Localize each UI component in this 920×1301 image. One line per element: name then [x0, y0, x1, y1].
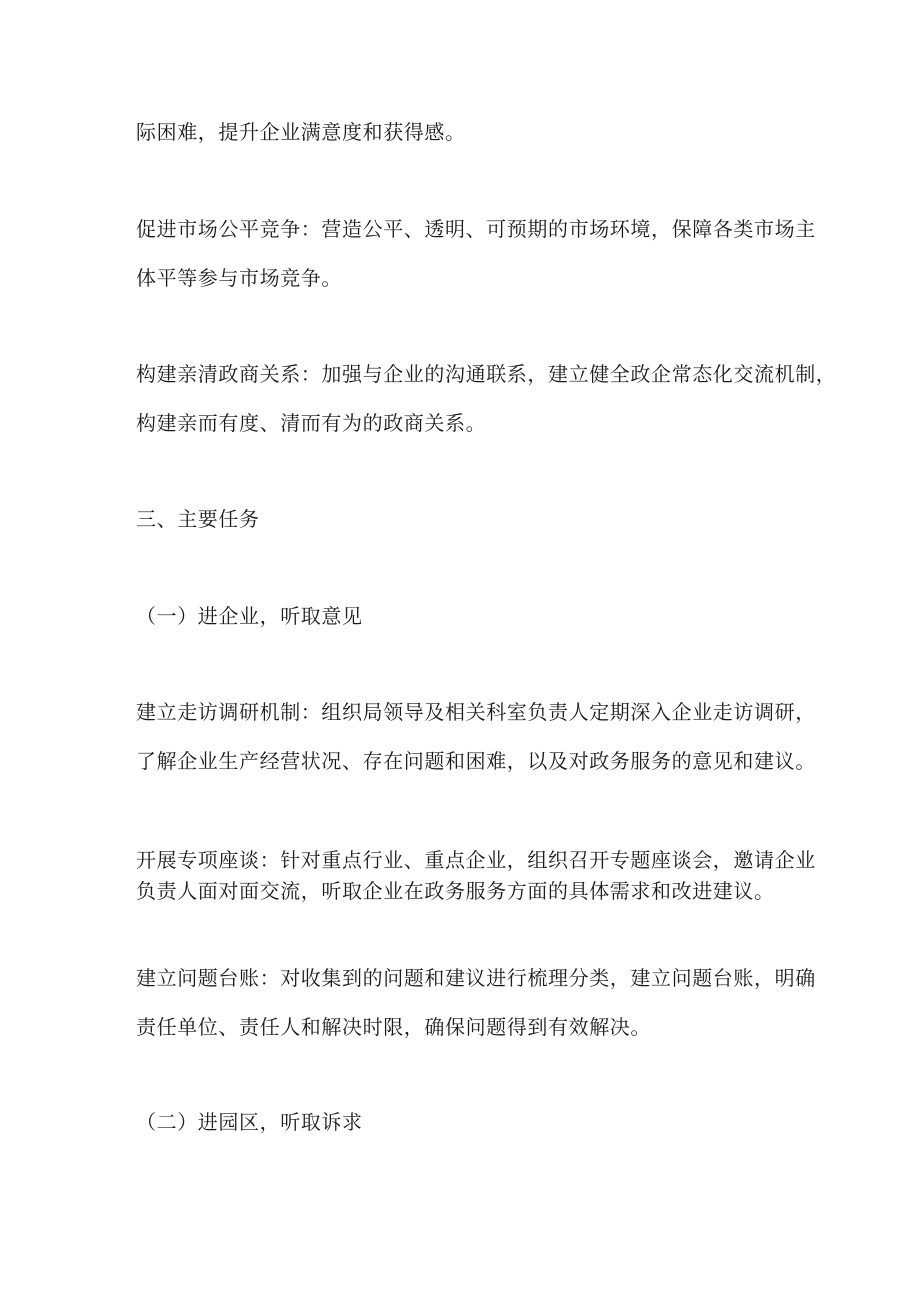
paragraph-3-line-1: 构建亲清政商关系：加强与企业的沟通联系，建立健全政企常态化交流机制， — [136, 362, 837, 386]
subheading-enter-parks: （二）进园区，听取诉求 — [136, 1110, 363, 1134]
paragraph-5-line-2: 负责人面对面交流，听取企业在政务服务方面的具体需求和改进建议。 — [136, 879, 775, 903]
paragraph-5-line-1: 开展专项座谈：针对重点行业、重点企业，组织召开专题座谈会，邀请企业 — [136, 848, 816, 872]
paragraph-6-line-1: 建立问题台账：对收集到的问题和建议进行梳理分类，建立问题台账，明确 — [136, 966, 816, 990]
paragraph-3-line-2: 构建亲而有度、清而有为的政商关系。 — [136, 411, 487, 435]
subheading-enter-enterprises: （一）进企业，听取意见 — [136, 604, 363, 628]
paragraph-6-line-2: 责任单位、责任人和解决时限，确保问题得到有效解决。 — [136, 1015, 651, 1039]
paragraph-2-line-1: 促进市场公平竞争：营造公平、透明、可预期的市场环境，保障各类市场主 — [136, 217, 816, 241]
paragraph-4-line-1: 建立走访调研机制：组织局领导及相关科室负责人定期深入企业走访调研， — [136, 700, 816, 724]
section-heading-main-tasks: 三、主要任务 — [136, 507, 260, 531]
paragraph-4-line-2: 了解企业生产经营状况、存在问题和困难，以及对政务服务的意见和建议。 — [136, 749, 816, 773]
paragraph-1-line-1: 际困难，提升企业满意度和获得感。 — [136, 120, 466, 144]
paragraph-2-line-2: 体平等参与市场竞争。 — [136, 266, 342, 290]
